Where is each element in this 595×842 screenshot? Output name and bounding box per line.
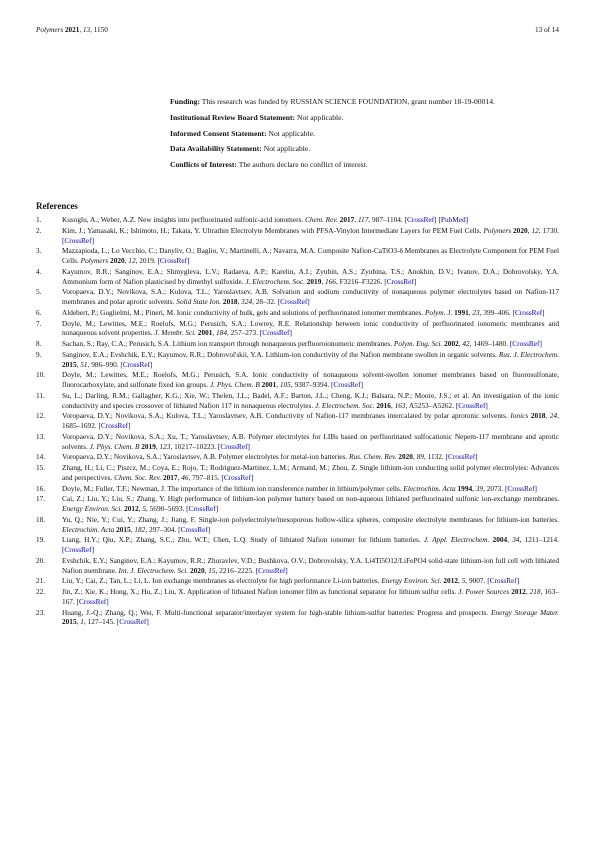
reference-year: 2018 [222,297,238,306]
reference-number: 1. [36,215,42,224]
reference-volume: 1 [80,617,84,627]
reference-volume: 163 [394,400,406,410]
reference-journal: J. Electrochem. Soc. [315,400,375,410]
reference-text: Kim, J.; Yamasaki, K.; Ishimoto, H.; Takata, Y. Ultrathin Electrolyte Membranes with PFSA-Vinylon Intermediate Layers for PEM Fuel Cells. Polymers 2020, 12, 1730. [CrossRef] [62,225,559,245]
reference-volume: 166 [325,276,336,286]
reference-pages: 2073. [486,483,504,493]
reference-text: Evshchik, E.Y.; Sanginov, E.A.; Kayumov, R.R.; Zhuravlev, V.D.; Bushkova, O.V.; Dobrovolsky, Y.A. Li4Ti5O12/LiFePO4 solid-state lithium-ion full cell with lithiated Nafion membrane. Int. J. Electrochem. Sci. 2020, 15, 2216–2225. [CrossRef] [62,555,559,575]
reference-volume: 117 [357,215,369,224]
reference-volume: 184 [216,328,227,338]
reference-volume: 218 [529,587,541,596]
back-matter-statements [170,97,560,176]
reference-year: 2017 [162,472,178,482]
reference-volume: 324 [241,297,253,306]
reference-journal: Int. J. Electrochem. Sci. [118,565,189,575]
reference-pages: A5253–A5262. [408,400,455,410]
journal-volume: 13 [82,26,91,34]
reference-pages: 1211–1214. [524,535,559,545]
crossref-link[interactable]: [CrossRef] [445,452,478,462]
crossref-link[interactable]: [CrossRef] [178,524,211,534]
reference-item [36,576,559,586]
reference-text: Huang, J.-Q.; Zhang, Q.; Wei, F. Multi-functional separator/interlayer system for high-stable lithium-sulfur batteries: Progress and prospects. Energy Storage Mater. 2015, 1, 127–145. [CrossRef] [62,607,560,627]
reference-volume: 24 [549,411,558,421]
funding-statement: Funding: This research was funded by RUSSIAN SCIENCE FOUNDATION, grant number 18-19-00014. [170,97,495,106]
data-availability-statement: Data Availability Statement: Not applicable. [170,144,311,154]
crossref-link[interactable]: [CrossRef] [509,339,542,348]
crossref-link[interactable]: [CrossRef] [157,256,190,265]
reference-number: 20. [36,555,46,565]
reference-year: 2020 [110,256,125,265]
reference-pages: 1132. [427,452,444,462]
reference-authors-title: Voropaeva, D.Y.; Novikova, S.A.; Xu, T.; Yaroslavtsev, A.B. Polymer electrolytes for LIBs based on perfluorinated sulfocationic Nepem-117 membrane and aprotic solvents. [62,431,559,451]
reference-number: 23. [36,607,46,617]
reference-journal: Energy Storage Mater. [491,607,560,617]
article-number: 1150 [93,26,108,34]
reference-volume: 12 [128,256,136,265]
page-header [36,26,559,38]
reference-authors-title: Doyle, M.; Lewittes, M.E.; Roelofs, M.G.; Perusich, S.A. Ionic conductivity of nonaqueous solvent-swollen ionomer membranes based on fluorosulfonate, fluorocarboxylate, and sulfonate fixed ion groups. [62,370,559,389]
reference-pages: 2216–2225. [219,565,254,575]
reference-item [36,370,559,390]
reference-item [36,287,559,307]
reference-item [36,226,559,246]
crossref-link[interactable]: [CrossRef] [116,617,149,627]
reference-text: Sanginov, E.A.; Evshchik, E.Y.; Kayumov, R.R.; Dobrovol'skii, Y.A. Lithium-ion conductivity of the Nafion membrane swollen in organic solvents. Rus. J. Electrochem. 2015, 51, 986–990. [CrossRef] [62,349,559,369]
reference-authors-title: Evshchik, E.Y.; Sanginov, E.A.; Kayumov, R.R.; Zhuravlev, V.D.; Bushkova, O.V.; Dobrovolsky, Y.A. Li4Ti5O12/LiFePO4 solid-state lithium-ion full cell with lithiated Nafion membrane. [62,555,559,575]
reference-text: Yu, Q.; Nie, Y.; Cui, Y.; Zhang, J.; Jiang, F. Single-ion polyelectrolyte/mesoporous hollow-silica spheres, composite electrolyte membranes for lithium-ion batteries. Electrochim. Acta 2015, 182, 297–304. [CrossRef] [62,514,559,534]
reference-volume: 123 [159,441,171,451]
reference-volume: 182 [134,524,146,534]
reference-number: 4. [36,266,42,276]
crossref-link[interactable]: [CrossRef] [487,576,520,586]
reference-item [36,535,559,555]
reference-number: 7. [36,318,42,328]
reference-number: 16. [36,483,46,493]
reference-year: 2018 [530,411,546,421]
pubmed-link[interactable]: [PubMed] [438,215,469,224]
reference-volume: 23 [472,307,480,317]
reference-text: Su, L.; Darling, R.M.; Gallagher, K.G.; Xie, W.; Thelen, J.L.; Badel, A.F.; Barton, J.L.; Cheng, K.J.; Balsara, N.P.; Moore, J.S.; et al. An investigation of the ionic conductivity and species crossover of lithiated Nafion 117 in nonaqueous electrolytes. J. Electrochem. Soc. 2016, 163, A5253–A5262. [CrossRef] [62,390,559,410]
reference-volume: 5 [461,576,466,586]
reference-pages: 2019. [139,256,156,265]
reference-authors-title: Zhang, H.; Li, C.; Piszcz, M.; Coya, E.; Rojo, T.; Rodriguez-Martinez, L.M.; Armand, M.; Zhou, Z. Single lithium-ion conducting solid polymer electrolytes: Advances and perspectives. [62,463,559,482]
reference-authors-title: Voropaeva, D.Y.; Novikova, S.A.; Kulova, T.L.; Yaroslavtsev, A.B. Conductivity of Nafion-117 membranes intercalated by polar aprotonic solvents. [62,411,511,421]
reference-authors-title: Liang, H.Y.; Qiu, X.P.; Zhang, S.C.; Zhu, W.T.; Chen, L.Q. Study of lithiated Nafion ionomer for lithium batteries. [62,535,424,545]
reference-journal: Rus. Chem. Rev. [349,452,397,462]
reference-journal: Polym. Eng. Sci. [393,339,443,348]
reference-authors-title: Doyle, M.; Fuller, T.F.; Newman, J. The importance of the lithium ion transference number in lithium/polymer cells. [62,483,404,493]
reference-authors-title: Su, L.; Darling, R.M.; Gallagher, K.G.; Xie, W.; Thelen, J.L.; Badel, A.F.; Barton, J.L.; Cheng, K.J.; Balsara, N.P.; Moore, J.S.; et al. An investigation of the ionic conductivity and species crossover of lithiated Nafion 117 in nonaqueous electrolytes. [62,390,559,410]
reference-year: 2001 [197,328,213,338]
crossref-link[interactable]: [CrossRef] [255,565,288,575]
reference-year: 2004 [492,535,508,545]
reference-pages: 1469–1480. [473,339,509,348]
reference-number: 22. [36,587,46,596]
journal-name: Polymers [36,26,64,34]
reference-number: 11. [36,390,45,400]
reference-item [36,484,559,494]
reference-authors-title: Kusoglu, A.; Weber, A.Z. New insights into perfluorinated sulfonic-acid ionomers. [62,215,305,224]
reference-number: 21. [36,576,46,586]
crossref-link[interactable]: [CrossRef] [259,328,292,338]
reference-year: 2001 [261,380,277,389]
reference-pages: 28–32. [255,297,276,306]
reference-authors-title: Huang, J.-Q.; Zhang, Q.; Wei, F. Multi-functional separator/interlayer system for high-stable lithium-sulfur batteries: Progress and prospects. [62,607,492,617]
reference-journal: J. Phys. Chem. B [89,441,140,451]
reference-journal: Energy Environ. Sci. [62,504,123,513]
crossref-link[interactable]: [CrossRef] [455,400,488,410]
reference-number: 9. [36,349,42,359]
reference-pages: 163–167. [62,587,559,606]
reference-journal: Electrochim. Acta [403,483,456,493]
reference-number: 6. [36,307,42,317]
reference-year: 2015 [62,359,77,369]
reference-year: 2019 [306,276,322,286]
crossref-link[interactable]: [CrossRef] [384,276,417,286]
reference-number: 13. [36,431,46,441]
crossref-link[interactable]: [CrossRef] [221,472,254,482]
reference-text: Kusoglu, A.; Weber, A.Z. New insights into perfluorinated sulfonic-acid ionomers. Chem. Rev. 2017, 117, 987–1104. [CrossRef] [PubMed] [62,215,469,224]
crossref-link[interactable]: [CrossRef] [330,380,364,389]
reference-text: Voropaeva, D.Y.; Novikova, S.A.; Kulova, T.L.; Yaroslavtsev, A.B. Solvation and sodium conductivity of nonaqueous polymer electrolytes based on Nafion-117 membranes and polar aprotic solvents. Solid State Ion. 2018, 324, 28–32. [CrossRef] [62,287,559,306]
crossref-link[interactable]: [CrossRef] [512,307,545,317]
references-heading: References [36,201,78,211]
reference-list [36,215,559,628]
reference-authors-title: Kayumov, R.R.; Sanginov, E.A.; Shmygleva, L.V.; Radaeva, A.P.; Karelin, A.I.; Zyubin, A.S.; Zyubina, T.S.; Anokhin, D.V.; Ivanov, D.A.; Dobrovolsky, Y.A. Ammonium form of Nafion plasticised by dimethyl sulfoxide. [62,266,559,286]
reference-pages: 986–990. [91,359,119,369]
reference-journal: J. Electrochem. Soc. [245,276,305,286]
crossref-link[interactable]: [CrossRef] [62,235,95,245]
reference-number: 12. [36,411,46,421]
reference-authors-title: Sanginov, E.A.; Evshchik, E.Y.; Kayumov, R.R.; Dobrovol'skii, Y.A. Lithium-ion conductivity of the Nafion membrane swollen in organic solvents. [62,349,499,359]
crossref-link[interactable]: [CrossRef] [62,545,95,554]
reference-journal: Chem. Soc. Rev. [114,472,162,482]
reference-authors-title: Voropaeva, D.Y.; Novikova, S.A.; Kulova, T.L.; Yaroslavtsev, A.B. Solvation and sodium conductivity of nonaqueous polymer electrolytes based on Nafion-117 membranes and polar aprotic solvents. [62,287,559,306]
crossref-link[interactable]: [CrossRef] [404,215,437,224]
reference-item [36,452,559,462]
reference-item [36,350,559,370]
reference-item [36,246,559,266]
reference-item [36,494,559,514]
reference-authors-title: Doyle, M.; Lewittes, M.E.; Roelofs, M.G.; Perusich, S.A.; Lowrey, R.E. Relationship between ionic conductivity of perfluorinated ionomeric membranes and nonaqueous solvent properties. [62,318,559,338]
reference-pages: 399–406. [483,307,511,317]
reference-pages: 1685–1692. [62,421,97,430]
reference-year: 2020 [513,225,528,235]
reference-authors-title: Mazzapioda, L.; Lo Vecchio, C.; Danyliv, O.; Baglio, V.; Martinelli, A.; Navarra, M.A. Composite Nafion-CaTiO3-δ Membranes as Electrolyte Component for PEM Fuel Cells. [62,246,559,265]
crossref-link[interactable]: [CrossRef] [186,504,219,513]
reference-year: 2002 [444,339,459,348]
reference-number: 8. [36,339,42,348]
journal-year: 2021 [64,26,80,34]
reference-journal: J. Power Sources [458,587,510,596]
reference-text: Voropaeva, D.Y.; Novikova, S.A.; Yaroslavtsev, A.B. Polymer electrolytes for metal-ion batteries. Rus. Chem. Rev. 2020, 89, 1132. [CrossRef] [62,452,478,462]
reference-number: 17. [36,494,46,504]
reference-item [36,391,559,411]
reference-journal: Chem. Rev. [304,215,338,224]
reference-volume: 46 [181,472,189,482]
reference-text: Jin, Z.; Xie, K.; Hong, X.; Hu, Z.; Liu, X. Application of lithiated Nafion ionomer film as functional separator for lithium sulfur cells. J. Power Sources 2012, 218, 163–167. [CrossRef] [62,587,559,606]
reference-pages: 5690–5693. [149,504,185,513]
crossref-link[interactable]: [CrossRef] [277,297,310,306]
reference-year: 2017 [339,215,355,224]
reference-year: 2020 [398,452,413,462]
reference-text: Mazzapioda, L.; Lo Vecchio, C.; Danyliv, O.; Baglio, V.; Martinelli, A.; Navarra, M.A. Composite Nafion-CaTiO3-δ Membranes as Electrolyte Component for PEM Fuel Cells. Polymers 2020, 12, 2019. [CrossRef] [62,246,559,265]
reference-volume: 42 [462,339,470,348]
reference-volume: 12 [531,225,539,235]
reference-item [36,339,559,349]
reference-volume: 105 [279,380,291,389]
reference-pages: 9387–9394. [294,380,330,389]
reference-item [36,308,559,318]
reference-text: Doyle, M.; Lewittes, M.E.; Roelofs, M.G.; Perusich, S.A. Ionic conductivity of nonaqueous solvent-swollen ionomer membranes based on fluorosulfonate, fluorocarboxylate, and sulfonate fixed ion groups. J. Phys. Chem. B 2001, 105, 9387–9394. [CrossRef] [62,370,559,389]
reference-pages: 127–145. [87,617,115,627]
conflicts-statement: Conflicts of Interest: The authors declare no conflict of interest. [170,160,368,170]
reference-journal: J. Membr. Sci. [154,328,196,338]
reference-authors-title: Voropaeva, D.Y.; Novikova, S.A.; Yaroslavtsev, A.B. Polymer electrolytes for metal-ion batteries. [62,452,350,462]
reference-volume: 34 [512,535,520,545]
journal-citation: Polymers 2021, 13, 1150 [36,26,108,34]
reference-year: 2012 [124,504,139,513]
reference-year: 2019 [141,441,156,451]
reference-pages: 987–1104. [372,215,403,224]
reference-year: 1991 [454,307,469,317]
reference-item [36,267,559,287]
reference-number: 19. [36,535,46,545]
reference-text: Liang, H.Y.; Qiu, X.P.; Zhang, S.C.; Zhu, W.T.; Chen, L.Q. Study of lithiated Nafion ionomer for lithium batteries. J. Appl. Electrochem. 2004, 34, 1211–1214. [CrossRef] [62,535,559,554]
reference-number: 18. [36,514,46,524]
reference-number: 15. [36,463,46,472]
reference-authors-title: Sachan, S.; Ray, C.A.; Perusich, S.A. Lithium ion transport through nonaqueous perfluoroionomeric membranes. [62,339,394,348]
reference-number: 14. [36,452,46,462]
reference-text: Zhang, H.; Li, C.; Piszcz, M.; Coya, E.; Rojo, T.; Rodriguez-Martinez, L.M.; Armand, M.; Zhou, Z. Single lithium-ion conducting solid polymer electrolytes: Advances and perspectives. Chem. Soc. Rev. 2017, 46, 797–815. [CrossRef] [62,463,559,482]
reference-authors-title: Jin, Z.; Xie, K.; Hong, X.; Hu, Z.; Liu, X. Application of lithiated Nafion ionomer film as functional separator for lithium sulfur cells. [62,587,459,596]
reference-text: Kayumov, R.R.; Sanginov, E.A.; Shmygleva, L.V.; Radaeva, A.P.; Karelin, A.I.; Zyubin, A.S.; Zyubina, T.S.; Anokhin, D.V.; Ivanov, D.A.; Dobrovolsky, Y.A. Ammonium form of Nafion plasticised by dimethyl sulfoxide. J. Electrochem. Soc. 2019, 166, F3216–F3226. [CrossRef] [62,266,559,286]
reference-pages: 1730. [542,225,559,235]
crossref-link[interactable]: [CrossRef] [120,359,153,369]
reference-year: 2016 [376,400,391,410]
reference-item [36,556,559,576]
reference-item [36,608,559,628]
reference-authors-title: Cai, Z.; Liu, Y.; Liu, S.; Zhang, Y. High performance of lithium-ion polymer battery based on non-aqueous lithiated perfluorinated sulfonic ion-exchange membranes. [62,494,559,504]
crossref-link[interactable]: [CrossRef] [76,596,109,606]
reference-item [36,432,559,452]
reference-volume: 89 [416,452,424,462]
reference-text: Aldebert, P.; Guglielmi, M.; Pineri, M. Ionic conductivity of bulk, gels and solutions of perfluorinated ionomer membranes. Polym. J. 1991, 23, 399–406. [CrossRef] [62,307,545,317]
reference-text: Doyle, M.; Fuller, T.F.; Newman, J. The importance of the lithium ion transference number in lithium/polymer cells. Electrochim. Acta 1994, 39, 2073. [CrossRef] [62,483,537,493]
reference-item [36,515,559,535]
reference-year: 2012 [511,587,526,596]
reference-journal: Rus. J. Electrochem. [498,349,559,359]
reference-journal: J. Phys. Chem. B [209,380,260,389]
irb-statement: Institutional Review Board Statement: Not applicable. [170,112,344,122]
reference-item [36,587,559,607]
reference-journal: Energy Environ. Sci. [381,576,442,586]
reference-authors-title: Liu, Y.; Cai, Z.; Tan, L.; Li, L. Ion exchange membranes as electrolyte for high performance Li-ion batteries. [62,576,382,586]
crossref-link[interactable]: [CrossRef] [504,483,537,493]
reference-volume: 5 [142,504,146,513]
reference-item [36,411,559,431]
reference-journal: Solid State Ion. [176,297,222,306]
crossref-link[interactable]: [CrossRef] [98,421,131,430]
reference-journal: Polymers [483,225,512,235]
reference-pages: 257–273. [230,328,259,338]
reference-journal: Polymers [80,256,109,265]
reference-text: Doyle, M.; Lewittes, M.E.; Roelofs, M.G.; Perusich, S.A.; Lowrey, R.E. Relationship between ionic conductivity of perfluorinated ionomeric membranes and nonaqueous solvent properties. J. Membr. Sci. 2001, 184, 257–273. [CrossRef] [62,318,559,338]
reference-text: Voropaeva, D.Y.; Novikova, S.A.; Kulova, T.L.; Yaroslavtsev, A.B. Conductivity of Nafion-117 membranes intercalated by polar aprotonic solvents. Ionics 2018, 24, 1685–1692. [CrossRef] [62,411,560,430]
crossref-link[interactable]: [CrossRef] [217,441,250,451]
reference-journal: J. Appl. Electrochem. [423,535,490,545]
reference-volume: 51 [80,359,88,369]
reference-volume: 39 [475,483,484,493]
reference-text: Liu, Y.; Cai, Z.; Tan, L.; Li, L. Ion exchange membranes as electrolyte for high performance Li-ion batteries. Energy Environ. Sci. 2012, 5, 9007. [CrossRef] [62,576,520,586]
reference-number: 5. [36,287,42,297]
reference-year: 1994 [457,483,473,493]
reference-year: 2020 [190,565,205,575]
reference-year: 2015 [116,524,131,534]
reference-authors-title: Kim, J.; Yamasaki, K.; Ishimoto, H.; Takata, Y. Ultrathin Electrolyte Membranes with PFSA-Vinylon Intermediate Layers for PEM Fuel Cells. [62,225,484,235]
reference-number: 3. [36,246,42,256]
reference-year: 2015 [62,617,77,627]
reference-pages: 297–304. [148,524,177,534]
reference-item [36,215,559,225]
reference-item [36,319,559,339]
reference-year: 2012 [443,576,458,586]
reference-authors-title: Aldebert, P.; Guglielmi, M.; Pineri, M. Ionic conductivity of bulk, gels and solutions of perfluorinated ionomer membranes. [62,307,425,317]
reference-volume: 15 [208,565,216,575]
consent-statement: Informed Consent Statement: Not applicable. [170,128,315,138]
reference-pages: 9007. [468,576,486,586]
reference-pages: 797–815. [192,472,220,482]
reference-pages: 10217–10223. [174,441,217,451]
reference-text: Sachan, S.; Ray, C.A.; Perusich, S.A. Lithium ion transport through nonaqueous perfluoroionomeric membranes. Polym. Eng. Sci. 2002, 42, 1469–1480. [CrossRef] [62,339,542,348]
reference-text: Voropaeva, D.Y.; Novikova, S.A.; Xu, T.; Yaroslavtsev, A.B. Polymer electrolytes for LIBs based on perfluorinated sulfocationic Nepem-117 membrane and aprotic solvents. J. Phys. Chem. B 2019, 123, 10217–10223. [CrossRef] [62,431,559,451]
reference-number: 10. [36,370,46,380]
reference-journal: Polym. J. [424,307,453,317]
reference-journal: Ionics [510,411,529,421]
reference-authors-title: Yu, Q.; Nie, Y.; Cui, Y.; Zhang, J.; Jiang, F. Single-ion polyelectrolyte/mesoporous hollow-silica spheres, composite electrolyte membranes for lithium-ion batteries. [62,514,559,524]
reference-pages: F3216–F3226. [339,276,383,286]
reference-journal: Electrochim. Acta [62,524,115,534]
reference-text: Cai, Z.; Liu, Y.; Liu, S.; Zhang, Y. High performance of lithium-ion polymer battery based on non-aqueous lithiated perfluorinated sulfonic ion-exchange membranes. Energy Environ. Sci. 2012, 5, 5690–5693. [CrossRef] [62,494,559,513]
reference-item [36,463,559,483]
reference-number: 2. [36,225,42,235]
page-number: 13 of 14 [535,26,559,34]
